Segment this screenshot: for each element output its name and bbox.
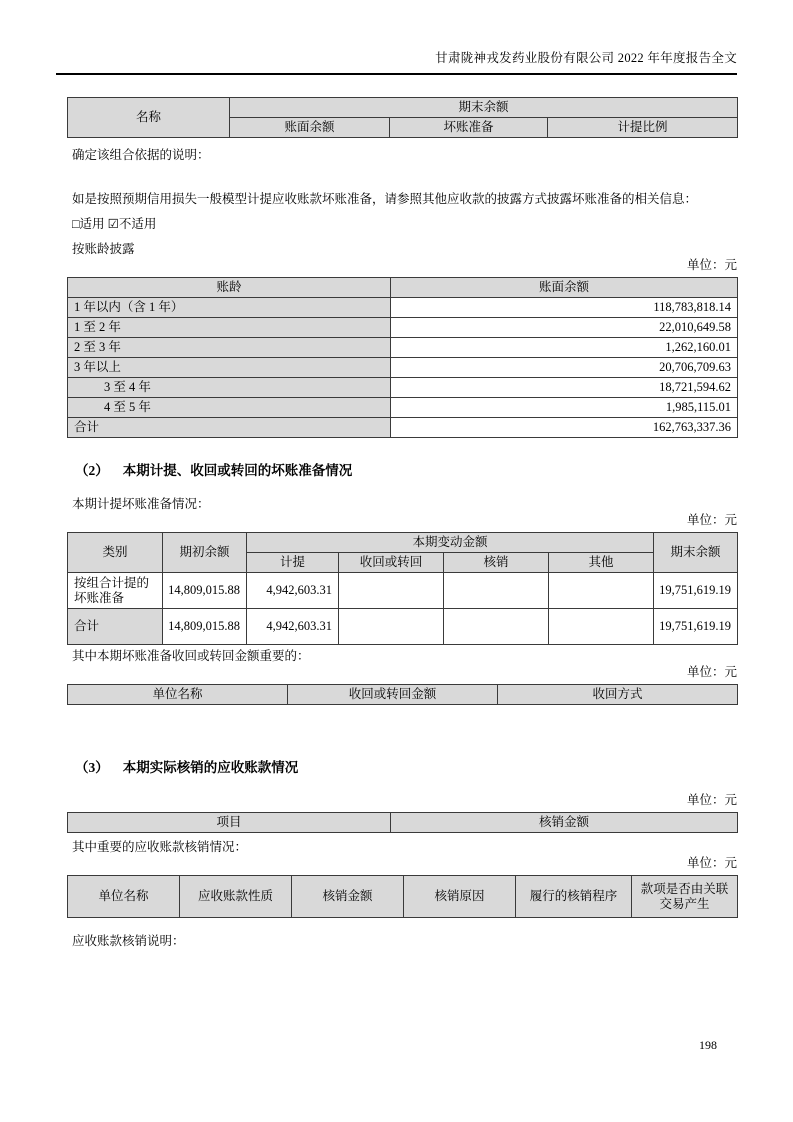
category-cell: 按组合计提的坏账准备 xyxy=(68,573,163,609)
page-number: 198 xyxy=(699,1038,717,1052)
column-header-change-group: 本期变动金额 xyxy=(247,533,654,553)
writeoff-table xyxy=(67,812,738,833)
other-cell xyxy=(549,573,654,609)
column-header-book-balance: 账面余额 xyxy=(230,118,390,138)
table-row xyxy=(68,338,738,358)
unit-label: 单位：元 xyxy=(686,793,737,807)
column-header-book-balance: 账面余额 xyxy=(391,278,738,298)
column-header-category: 类别 xyxy=(68,533,163,573)
opening-balance-cell: 14,809,015.88 xyxy=(163,573,247,609)
column-header-name: 名称 xyxy=(68,98,230,138)
column-header-writeoff-amount: 核销金额 xyxy=(391,813,738,833)
recover-cell xyxy=(339,573,444,609)
aging-table xyxy=(67,277,738,438)
section-number: （3） xyxy=(75,760,109,775)
column-header-provision-ratio: 计提比例 xyxy=(548,118,738,138)
column-header-other: 其他 xyxy=(549,553,654,573)
portfolio-provision-table xyxy=(67,97,738,138)
closing-balance-cell: 19,751,619.19 xyxy=(654,573,738,609)
section-title: 本期计提、收回或转回的坏账准备情况 xyxy=(122,463,353,478)
column-header-period-end: 期末余额 xyxy=(230,98,738,118)
important-recovery-label: 其中本期坏账准备收回或转回金额重要的： xyxy=(72,649,310,663)
unit-label: 单位：元 xyxy=(686,665,737,679)
category-total-cell: 合计 xyxy=(68,609,163,645)
aging-value-cell: 1,985,115.01 xyxy=(391,398,738,418)
writeoff-detail-table xyxy=(67,875,738,918)
column-header-writeoff: 核销 xyxy=(444,553,549,573)
aging-value-cell: 118,783,818.14 xyxy=(391,298,738,318)
column-header-writeoff-amount: 核销金额 xyxy=(292,876,404,918)
column-header-receivable-nature: 应收账款性质 xyxy=(180,876,292,918)
aging-label-cell: 2 至 3 年 xyxy=(68,338,391,358)
column-header-entity-name: 单位名称 xyxy=(68,685,288,705)
column-header-item: 项目 xyxy=(68,813,391,833)
column-header-writeoff-reason: 核销原因 xyxy=(404,876,516,918)
table-row xyxy=(68,378,738,398)
aging-value-cell: 1,262,160.01 xyxy=(391,338,738,358)
section-heading-2 xyxy=(67,462,737,480)
ecl-note: 如是按照预期信用损失一般模型计提应收账款坏账准备，请参照其他应收款的披露方式披露坏账准备的相关信息： xyxy=(72,192,698,206)
aging-value-cell: 22,010,649.58 xyxy=(391,318,738,338)
aging-total-value-cell: 162,763,337.36 xyxy=(391,418,738,438)
writeoff-note-label: 应收账款核销说明： xyxy=(72,934,185,948)
section-heading-3 xyxy=(67,759,737,777)
table-row xyxy=(68,418,738,438)
column-header-aging: 账龄 xyxy=(68,278,391,298)
column-header-closing-balance: 期末余额 xyxy=(654,533,738,573)
table-row xyxy=(68,298,738,318)
column-header-opening-balance: 期初余额 xyxy=(163,533,247,573)
provision-movement-table xyxy=(67,532,738,645)
combo-basis-note: 确定该组合依据的说明： xyxy=(72,148,210,162)
section-title: 本期实际核销的应收账款情况 xyxy=(122,760,299,775)
aging-label-cell: 3 年以上 xyxy=(68,358,391,378)
aging-total-label-cell: 合计 xyxy=(68,418,391,438)
closing-balance-cell: 19,751,619.19 xyxy=(654,609,738,645)
column-header-writeoff-procedure: 履行的核销程序 xyxy=(516,876,632,918)
applicability-checkboxes: □适用 ☑不适用 xyxy=(72,217,157,231)
table-row xyxy=(68,358,738,378)
doc-header-title: 甘肃陇神戎发药业股份有限公司 2022 年年度报告全文 xyxy=(56,48,737,75)
unit-label: 单位：元 xyxy=(686,258,737,272)
writeoff-cell xyxy=(444,573,549,609)
table-row xyxy=(68,318,738,338)
column-header-provision: 计提 xyxy=(247,553,339,573)
recover-cell xyxy=(339,609,444,645)
recovery-table xyxy=(67,684,738,705)
unit-label: 单位：元 xyxy=(686,856,737,870)
opening-balance-cell: 14,809,015.88 xyxy=(163,609,247,645)
aging-disclosure-label: 按账龄披露 xyxy=(72,242,135,256)
aging-value-cell: 18,721,594.62 xyxy=(391,378,738,398)
section-number: （2） xyxy=(75,463,109,478)
important-writeoff-label: 其中重要的应收账款核销情况： xyxy=(72,840,248,854)
table-row xyxy=(68,573,738,609)
column-header-recover-method: 收回方式 xyxy=(498,685,738,705)
aging-label-cell: 4 至 5 年 xyxy=(68,398,391,418)
table-row-total xyxy=(68,609,738,645)
aging-label-cell: 1 至 2 年 xyxy=(68,318,391,338)
unit-label: 单位：元 xyxy=(686,513,737,527)
writeoff-cell xyxy=(444,609,549,645)
table-row xyxy=(68,398,738,418)
aging-label-cell: 3 至 4 年 xyxy=(68,378,391,398)
other-cell xyxy=(549,609,654,645)
column-header-recover-amount: 收回或转回金额 xyxy=(288,685,498,705)
column-header-bad-debt-provision: 坏账准备 xyxy=(390,118,548,138)
provision-cell: 4,942,603.31 xyxy=(247,609,339,645)
provision-status-label: 本期计提坏账准备情况： xyxy=(72,497,210,511)
provision-cell: 4,942,603.31 xyxy=(247,573,339,609)
column-header-recover: 收回或转回 xyxy=(339,553,444,573)
column-header-related-party: 款项是否由关联交易产生 xyxy=(632,876,738,918)
aging-value-cell: 20,706,709.63 xyxy=(391,358,738,378)
aging-label-cell: 1 年以内（含 1 年） xyxy=(68,298,391,318)
column-header-entity-name: 单位名称 xyxy=(68,876,180,918)
